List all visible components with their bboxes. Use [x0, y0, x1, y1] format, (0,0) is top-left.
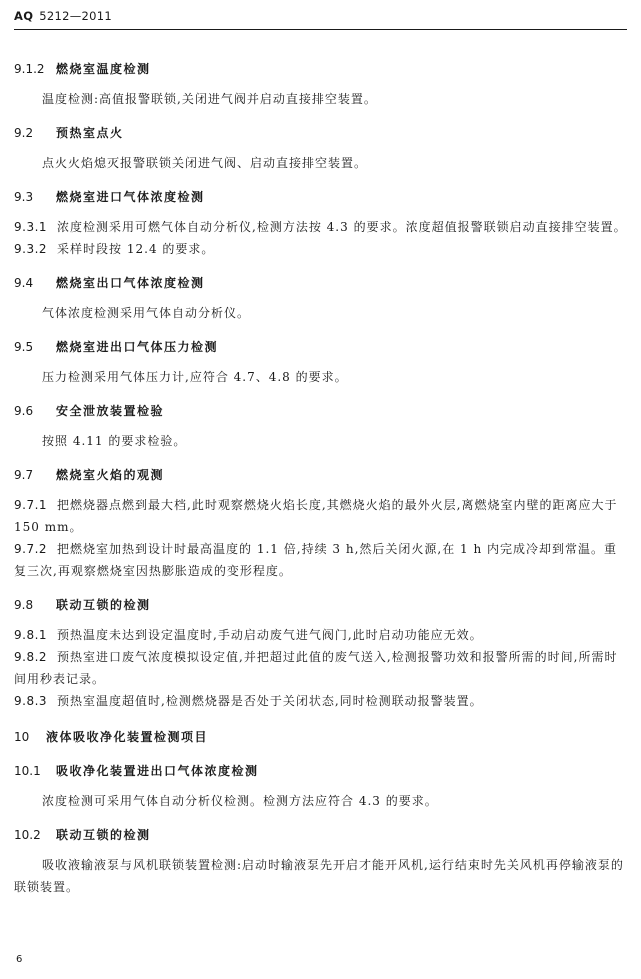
standard-number: 5212—2011	[39, 9, 113, 23]
heading-9-5: 9.5 燃烧室进出口气体压力检测	[14, 340, 219, 354]
paragraph-9-1-2: 温度检测:高值报警联锁,关闭进气阀并启动直接排空装置。	[42, 92, 377, 106]
page-number: 6	[16, 954, 23, 965]
heading-9-7: 9.7 燃烧室火焰的观测	[14, 468, 165, 482]
clause-9-8-1: 9.8.1 预热温度未达到设定温度时,手动启动废气进气阀门,此时启动功能应无效。	[14, 628, 483, 642]
document-body	[14, 60, 628, 898]
clause-9-3-1: 9.3.1 浓度检测采用可燃气体自动分析仪,检测方法按 4.3 的要求。浓度超值报警联锁启动直接排空装置。	[14, 220, 627, 234]
clause-9-7-2: 9.7.2 把燃烧室加热到设计时最高温度的 1.1 倍,持续 3 h,然后关闭火源,在 1 h 内完成冷却到常温。重复三次,再观察燃烧室因热膨胀造成的变形程度。	[14, 542, 618, 578]
clause-9-7-1: 9.7.1 把燃烧器点燃到最大档,此时观察燃烧火焰长度,其燃烧火焰的最外火层,离燃烧室内壁的距离应大于 150 mm。	[14, 498, 618, 534]
paragraph-10-1: 浓度检测可采用气体自动分析仪检测。检测方法应符合 4.3 的要求。	[42, 794, 438, 808]
heading-9-8: 9.8 联动互锁的检测	[14, 598, 151, 612]
header-rule	[14, 29, 627, 30]
heading-9-1-2: 9.1.2 燃烧室温度检测	[14, 62, 151, 76]
paragraph-10-2: 吸收液输液泵与风机联锁装置检测:启动时输液泵先开启才能开风机,运行结束时先关风机再停输液泵的联锁装置。	[14, 858, 624, 894]
standard-code: AQ	[14, 9, 34, 23]
standard-header	[14, 9, 112, 23]
heading-10-2: 10.2 联动互锁的检测	[14, 828, 151, 842]
heading-10: 10 液体吸收净化装置检测项目	[14, 730, 209, 744]
heading-9-2: 9.2 预热室点火	[14, 126, 124, 140]
paragraph-9-5: 压力检测采用气体压力计,应符合 4.7、4.8 的要求。	[42, 370, 348, 384]
paragraph-9-4: 气体浓度检测采用气体自动分析仪。	[42, 306, 251, 320]
heading-9-3: 9.3 燃烧室进口气体浓度检测	[14, 190, 205, 204]
clause-9-8-2: 9.8.2 预热室进口废气浓度模拟设定值,并把超过此值的废气送入,检测报警功效和报警所需的时间,所需时间用秒表记录。	[14, 650, 618, 686]
heading-10-1: 10.1 吸收净化装置进出口气体浓度检测	[14, 764, 259, 778]
heading-9-6: 9.6 安全泄放装置检验	[14, 404, 165, 418]
clause-9-3-2: 9.3.2 采样时段按 12.4 的要求。	[14, 242, 215, 256]
heading-9-4: 9.4 燃烧室出口气体浓度检测	[14, 276, 205, 290]
paragraph-9-6: 按照 4.11 的要求检验。	[42, 434, 187, 448]
paragraph-9-2: 点火火焰熄灭报警联锁关闭进气阀、启动直接排空装置。	[42, 156, 368, 170]
clause-9-8-3: 9.8.3 预热室温度超值时,检测燃烧器是否处于关闭状态,同时检测联动报警装置。	[14, 694, 483, 708]
